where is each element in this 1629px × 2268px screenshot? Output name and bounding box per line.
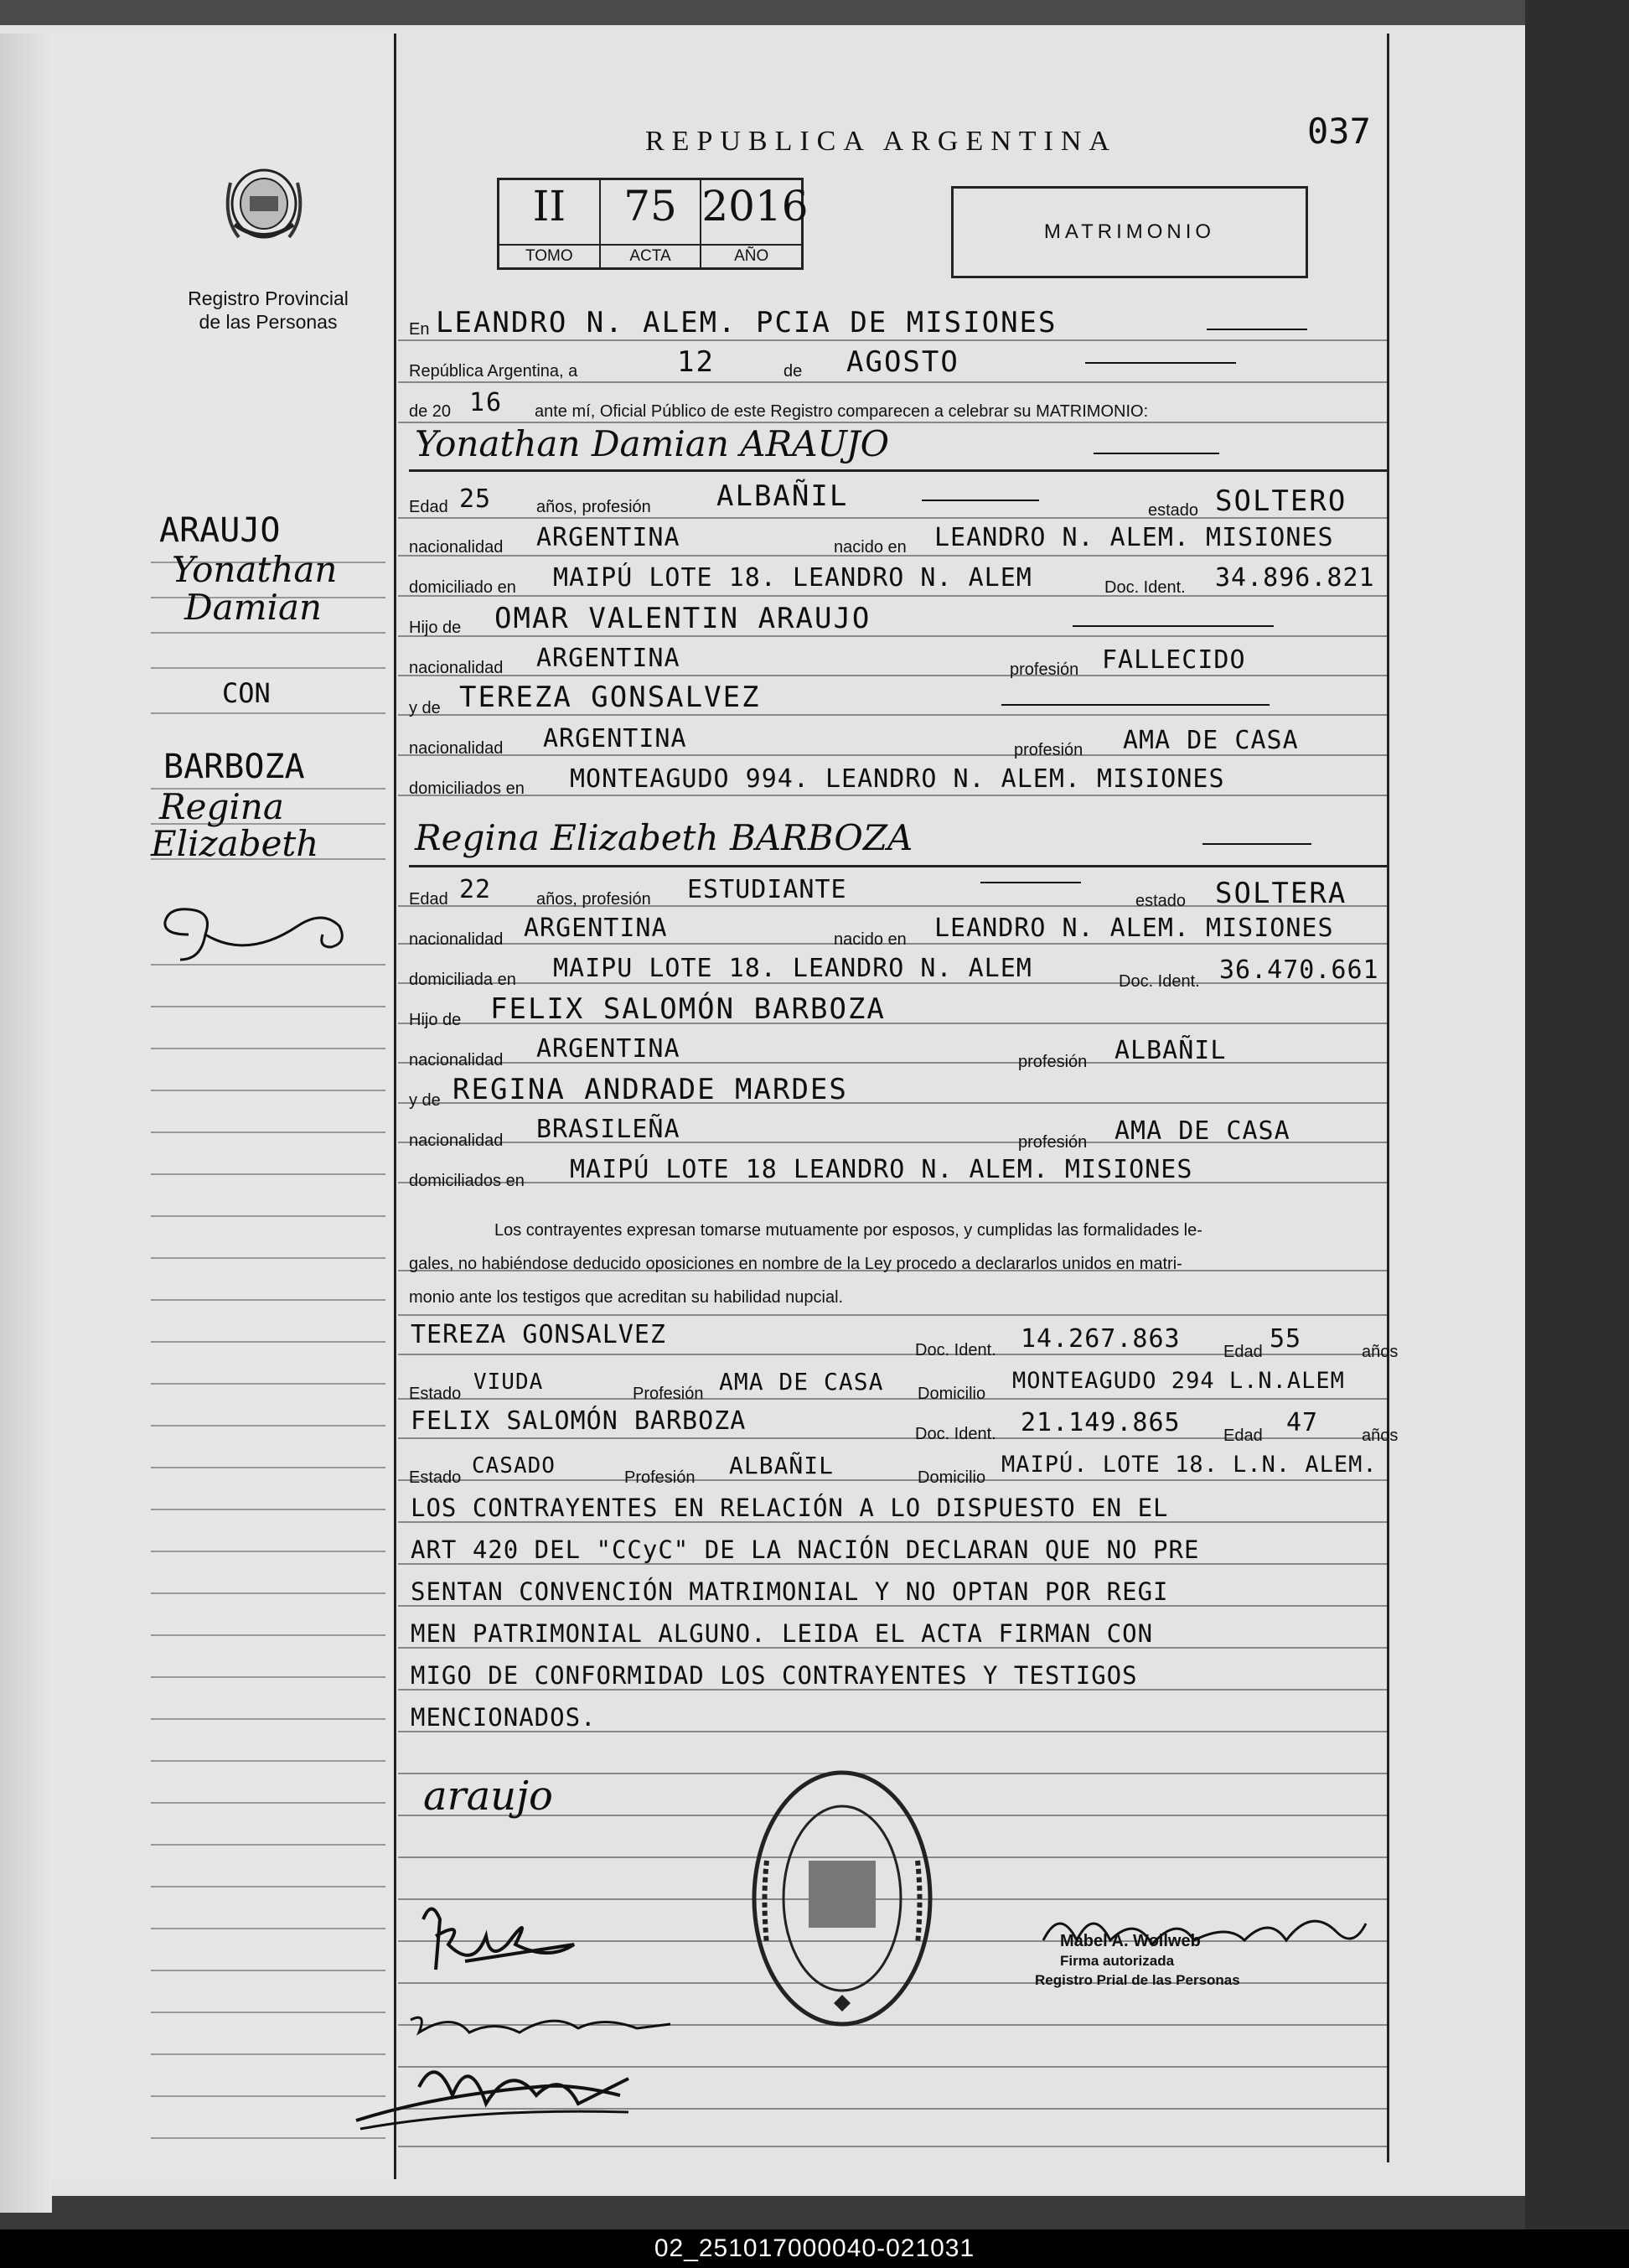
margin-rule <box>151 1467 385 1468</box>
margin-rule <box>151 1048 385 1049</box>
section-divider <box>409 469 1389 472</box>
official-signature-block <box>1035 1907 1370 2016</box>
witness-signatures-icon <box>352 2003 704 2150</box>
appear-text: ante mí, Oficial Público de este Registro comparecen a celebrar su MATRIMONIO: <box>535 402 1149 421</box>
domiciliados-label: domiciliados en <box>409 1172 525 1190</box>
province-seal-icon <box>218 166 310 267</box>
margin-surname-bride: BARBOZA <box>163 748 305 786</box>
profesion-label: profesión <box>1018 1133 1088 1152</box>
domiciliado-label: domiciliado en <box>409 578 516 597</box>
groom-profession: ALBAÑIL <box>716 479 849 513</box>
groom-nationality: ARGENTINA <box>536 523 680 552</box>
witness2-address: MAIPÚ. LOTE 18. L.N. ALEM. <box>1001 1452 1378 1478</box>
bride-status: SOLTERA <box>1215 877 1347 910</box>
margin-rule <box>151 1006 385 1007</box>
anos-label: años <box>1362 1427 1399 1445</box>
bride-father-profession: ALBAÑIL <box>1114 1036 1227 1065</box>
bride-father-nationality: ARGENTINA <box>536 1034 680 1064</box>
main-rule <box>398 1314 1387 1316</box>
image-caption: 02_251017000040-021031 <box>0 2229 1629 2268</box>
bride-profession: ESTUDIANTE <box>687 875 847 904</box>
estado-label: Estado <box>409 1385 462 1403</box>
note-line-4: MEN PATRIMONIAL ALGUNO. LEIDA EL ACTA FIRMAN CON <box>411 1619 1154 1648</box>
witness1-address: MONTEAGUDO 294 L.N.ALEM <box>1012 1368 1345 1394</box>
hijo-label: Hijo de <box>409 619 462 637</box>
margin-middlename-bride: Elizabeth <box>151 823 319 864</box>
note-line-3: SENTAN CONVENCIÓN MATRIMONIAL Y NO OPTAN POR REGI <box>411 1577 1169 1606</box>
groom-mother-profession: AMA DE CASA <box>1123 726 1299 755</box>
witness2-status: CASADO <box>472 1453 556 1478</box>
margin-rule <box>151 1886 385 1887</box>
main-rule <box>398 595 1387 597</box>
estado-label: estado <box>1148 501 1199 520</box>
edad-label: Edad <box>409 498 448 516</box>
year-prefix: de 20 <box>409 402 452 421</box>
bride-full-name: Regina Elizabeth BARBOZA <box>415 817 913 858</box>
nacionalidad-label: nacionalidad <box>409 1051 504 1069</box>
groom-doc: 34.896.821 <box>1215 563 1375 593</box>
witness1-age: 55 <box>1270 1324 1302 1354</box>
hijo-label: Hijo de <box>409 1011 462 1029</box>
margin-rule <box>151 1551 385 1552</box>
margin-column <box>50 34 396 2179</box>
edad-label: Edad <box>1223 1343 1263 1361</box>
groom-age: 25 <box>459 484 492 514</box>
anos-label: años <box>1362 1343 1399 1361</box>
nacido-label: nacido en <box>834 538 907 557</box>
bride-birthplace: LEANDRO N. ALEM. MISIONES <box>934 914 1334 943</box>
republica-label: República Argentina, a <box>409 362 578 381</box>
note-line-1: LOS CONTRAYENTES EN RELACIÓN A LO DISPUESTO EN EL <box>411 1494 1169 1522</box>
groom-address: MAIPÚ LOTE 18. LEANDRO N. ALEM <box>553 563 1032 593</box>
bride-address: MAIPU LOTE 18. LEANDRO N. ALEM <box>553 954 1032 983</box>
fill-dash <box>1202 843 1311 845</box>
fill-dash <box>1207 329 1307 330</box>
note-line-5: MIGO DE CONFORMIDAD LOS CONTRAYENTES Y TESTIGOS <box>411 1661 1138 1690</box>
anio-label: AÑO <box>701 244 801 267</box>
margin-rule <box>151 1676 385 1678</box>
record-type-box: MATRIMONIO <box>951 186 1308 278</box>
nacionalidad-label: nacionalidad <box>409 1131 504 1150</box>
tomo-acta-anio-box <box>497 178 809 270</box>
groom-father: OMAR VALENTIN ARAUJO <box>494 602 871 635</box>
note-line-2: ART 420 DEL "CCyC" DE LA NACIÓN DECLARAN QUE NO PRE <box>411 1535 1200 1564</box>
main-rule <box>398 1398 1387 1400</box>
place-value: LEANDRO N. ALEM. PCIA DE MISIONES <box>436 306 1058 339</box>
main-rule <box>398 381 1387 383</box>
doc-label: Doc. Ident. <box>1119 972 1200 991</box>
bride-age: 22 <box>459 875 492 904</box>
margin-surname-groom: ARAUJO <box>159 511 281 550</box>
fill-dash <box>1094 453 1219 454</box>
margin-rule <box>151 1173 385 1175</box>
tomo-label: TOMO <box>499 244 599 267</box>
profesion-label: profesión <box>1010 660 1079 679</box>
day-value: 12 <box>677 345 715 379</box>
witness2-profession: ALBAÑIL <box>729 1452 835 1479</box>
note-line-6: MENCIONADOS. <box>411 1703 597 1732</box>
witness2-doc: 21.149.865 <box>1021 1408 1181 1437</box>
margin-firstname-groom: Yonathan <box>172 549 338 590</box>
profesion-label: profesión <box>1018 1053 1088 1071</box>
main-rule <box>398 339 1387 341</box>
anio-value: 2016 <box>701 182 809 230</box>
profesion-label: Profesión <box>633 1385 704 1403</box>
registry-name: Registro Provincial de las Personas <box>188 287 349 333</box>
bride-mother-nationality: BRASILEÑA <box>536 1115 680 1144</box>
nacionalidad-label: nacionalidad <box>409 659 504 677</box>
margin-rule <box>151 1970 385 1971</box>
domicilio-label: Domicilio <box>918 1468 986 1487</box>
margin-rule <box>151 1760 385 1762</box>
groom-mother: TEREZA GONSALVEZ <box>459 681 761 714</box>
registry-stamp-icon <box>746 1760 939 2037</box>
witness1-status: VIUDA <box>473 1370 544 1395</box>
margin-firstname-bride: Regina <box>159 786 284 827</box>
nacionalidad-label: nacionalidad <box>409 538 504 557</box>
background-top <box>0 0 1629 25</box>
official-office: Registro Prial de las Personas <box>1035 1972 1240 1988</box>
margin-flourish-icon <box>155 901 356 972</box>
anio-cell <box>701 180 809 267</box>
acta-label: ACTA <box>601 244 701 267</box>
doc-label: Doc. Ident. <box>915 1425 996 1443</box>
main-rule <box>398 675 1387 676</box>
en-label: En <box>409 320 430 339</box>
estado-label: estado <box>1135 892 1187 910</box>
domiciliado-label: domiciliada en <box>409 971 516 989</box>
margin-rule <box>151 1634 385 1636</box>
bride-nationality: ARGENTINA <box>524 914 668 943</box>
tomo-value: II <box>532 182 566 230</box>
groom-father-profession: FALLECIDO <box>1102 645 1246 675</box>
yde-label: y de <box>409 699 441 717</box>
fill-dash <box>1085 362 1236 364</box>
margin-rule <box>151 2053 385 2055</box>
bride-father: FELIX SALOMÓN BARBOZA <box>490 992 886 1026</box>
declaration-line-3: monio ante los testigos que acreditan su habilidad nupcial. <box>409 1288 844 1307</box>
margin-rule <box>151 1718 385 1720</box>
de-label: de <box>783 362 803 381</box>
declaration-line-2: gales, no habiéndose deducido oposiciones en nombre de la Ley procedo a declararlos unidos en matri- <box>409 1255 1182 1273</box>
profesion-label: años, profesión <box>536 890 651 909</box>
margin-rule <box>151 2012 385 2013</box>
main-rule <box>398 795 1387 796</box>
right-margin-line <box>1387 34 1389 2162</box>
margin-rule <box>151 1383 385 1385</box>
groom-signature: araujo <box>423 1773 553 1820</box>
witness2-name: FELIX SALOMÓN BARBOZA <box>411 1406 747 1436</box>
declaration-line-1: Los contrayentes expresan tomarse mutuamente por esposos, y cumplidas las formalidades le- <box>494 1221 1202 1240</box>
margin-con: CON <box>222 677 271 709</box>
nacionalidad-label: nacionalidad <box>409 739 504 758</box>
fill-dash <box>922 500 1039 501</box>
acta-value: 75 <box>623 182 677 230</box>
margin-rule <box>151 1131 385 1133</box>
fill-dash <box>980 882 1081 883</box>
doc-label: Doc. Ident. <box>915 1341 996 1359</box>
margin-rule <box>151 1257 385 1259</box>
main-rule <box>398 714 1387 716</box>
page-title: REPUBLICA ARGENTINA <box>645 126 1117 157</box>
witness1-profession: AMA DE CASA <box>719 1368 884 1395</box>
profesion-label: profesión <box>1014 741 1083 759</box>
margin-rule <box>151 667 385 669</box>
nacido-label: nacido en <box>834 930 907 949</box>
witness1-doc: 14.267.863 <box>1021 1324 1181 1354</box>
domicilio-label: Domicilio <box>918 1385 986 1403</box>
estado-label: Estado <box>409 1468 462 1487</box>
margin-middlename-groom: Damian <box>184 587 323 628</box>
bride-parents-address: MAIPÚ LOTE 18 LEANDRO N. ALEM. MISIONES <box>570 1155 1193 1184</box>
margin-rule <box>151 1425 385 1427</box>
groom-mother-nationality: ARGENTINA <box>543 724 687 753</box>
bride-signature-icon <box>415 1894 582 1982</box>
profesion-label: años, profesión <box>536 498 651 516</box>
groom-birthplace: LEANDRO N. ALEM. MISIONES <box>934 523 1334 552</box>
acta-cell <box>601 180 702 267</box>
bride-doc: 36.470.661 <box>1219 955 1379 985</box>
official-role: Firma autorizada <box>1060 1953 1175 1969</box>
margin-rule <box>151 1215 385 1217</box>
official-name: Mabel A. Wollweb <box>1060 1932 1201 1950</box>
margin-rule <box>151 1509 385 1510</box>
tomo-cell <box>499 180 601 267</box>
profesion-label: Profesión <box>624 1468 696 1487</box>
nacionalidad-label: nacionalidad <box>409 930 504 949</box>
background-right <box>1525 0 1629 2229</box>
margin-rule <box>151 1090 385 1091</box>
edad-label: Edad <box>1223 1427 1263 1445</box>
margin-rule <box>151 1802 385 1804</box>
groom-parents-address: MONTEAGUDO 994. LEANDRO N. ALEM. MISIONES <box>570 764 1225 794</box>
groom-father-nationality: ARGENTINA <box>536 644 680 673</box>
month-value: AGOSTO <box>846 345 959 379</box>
bride-mother-profession: AMA DE CASA <box>1114 1116 1290 1146</box>
bride-mother: REGINA ANDRADE MARDES <box>452 1073 848 1106</box>
fill-dash <box>1001 704 1270 706</box>
edad-label: Edad <box>409 890 448 909</box>
margin-rule <box>151 1299 385 1301</box>
fill-dash <box>1073 625 1274 627</box>
main-rule <box>398 635 1387 637</box>
groom-status: SOLTERO <box>1215 484 1347 518</box>
yde-label: y de <box>409 1091 441 1110</box>
section-divider <box>409 865 1389 867</box>
margin-rule <box>151 1844 385 1846</box>
margin-rule <box>151 1592 385 1594</box>
margin-rule <box>151 2095 385 2097</box>
margin-rule <box>151 712 385 714</box>
domiciliados-label: domiciliados en <box>409 779 525 798</box>
groom-full-name: Yonathan Damian ARAUJO <box>415 423 890 464</box>
year-suffix: 16 <box>469 388 504 417</box>
witness2-age: 47 <box>1286 1408 1319 1437</box>
margin-rule <box>151 2137 385 2139</box>
margin-rule <box>151 1928 385 1929</box>
witness1-name: TEREZA GONSALVEZ <box>411 1320 666 1349</box>
margin-rule <box>151 1341 385 1343</box>
main-rule <box>398 1479 1387 1481</box>
folio-number: 037 <box>1307 111 1371 152</box>
margin-rule <box>151 632 385 634</box>
doc-label: Doc. Ident. <box>1104 578 1186 597</box>
book-spine <box>0 34 52 2213</box>
